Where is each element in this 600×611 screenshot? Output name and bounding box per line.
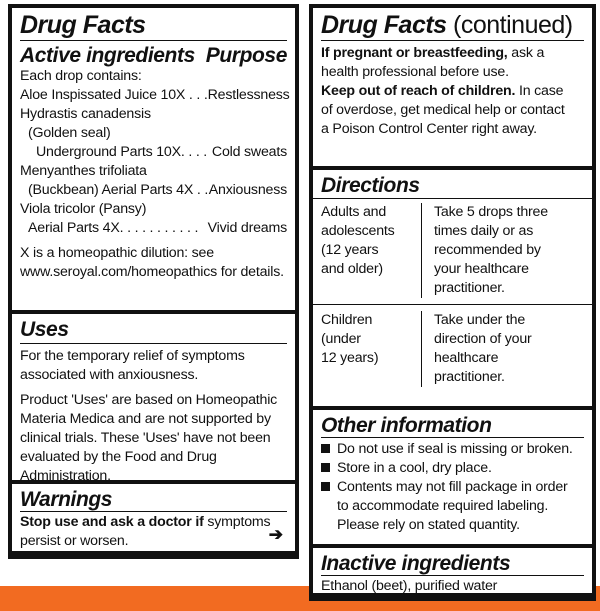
pregnancy-warning: health professional before use. xyxy=(321,64,509,80)
other-information-box xyxy=(313,410,592,544)
homeopathic-note: X is a homeopathic dilution: see xyxy=(20,245,214,261)
list-item: Store in a cool, dry place. xyxy=(321,459,584,478)
directions-heading: Directions xyxy=(321,174,420,197)
list-item: Do not use if seal is missing or broken. xyxy=(321,440,584,459)
uses-box xyxy=(12,314,295,480)
uses-disclaimer: Materia Medica and are not supported by xyxy=(20,411,271,427)
homeopathic-link: www.seroyal.com/homeopathics for details. xyxy=(20,264,284,280)
ingredient-line: Menyanthes trifoliata xyxy=(20,163,147,179)
active-ingredients-box xyxy=(12,8,295,310)
ingredient-row: Aloe Inspissated Juice 10X . . . Restlessness xyxy=(20,87,290,103)
warnings-box xyxy=(12,484,295,551)
children-warning: a Poison Control Center right away. xyxy=(321,121,537,137)
ingredient-line: Viola tricolor (Pansy) xyxy=(20,201,147,217)
uses-disclaimer: Product 'Uses' are based on Homeopathic xyxy=(20,392,278,408)
bullet-icon xyxy=(321,463,330,472)
warnings-text: persist or worsen. xyxy=(20,533,129,549)
warnings-text: Stop use and ask a doctor if symptoms xyxy=(20,514,271,530)
inactive-ingredients-box xyxy=(313,548,592,593)
uses-disclaimer: evaluated by the Food and Drug xyxy=(20,449,217,465)
children-warning: of overdose, get medical help or contact xyxy=(321,102,565,118)
directions-row-adults: Adults and adolescents (12 years and older) Take 5 drops three times daily or as recommended by your healthcare practitioner. xyxy=(321,203,584,298)
warnings-heading: Warnings xyxy=(20,488,113,511)
active-ingredients-heading: Active ingredients xyxy=(20,44,195,67)
bullet-icon xyxy=(321,482,330,491)
each-drop-text: Each drop contains: xyxy=(20,68,142,84)
ingredient-row: Aerial Parts 4X. . . . . . . . . . . Vivid dreams xyxy=(28,220,287,236)
purpose-heading: Purpose xyxy=(205,44,287,67)
ingredient-row: (Buckbean) Aerial Parts 4X . . Anxiousness xyxy=(28,182,287,198)
ingredient-line: Hydrastis canadensis xyxy=(20,106,151,122)
directions-row-children: Children (under 12 years) Take under the direction of your healthcare practitioner. xyxy=(321,311,584,387)
drug-facts-right-panel xyxy=(309,4,596,601)
uses-text: associated with anxiousness. xyxy=(20,367,199,383)
list-item: Contents may not fill package in order to accommodate required labeling. Please rely on stated quantity. xyxy=(321,478,584,535)
drug-facts-title: Drug Facts xyxy=(20,11,146,39)
children-warning: Keep out of reach of children. In case xyxy=(321,83,564,99)
uses-disclaimer: Administration. xyxy=(20,468,111,480)
drug-facts-left-panel xyxy=(8,4,299,559)
uses-text: For the temporary relief of symptoms xyxy=(20,348,245,364)
inactive-ingredients-text: Ethanol (beet), purified water xyxy=(321,578,498,593)
directions-box xyxy=(313,170,592,406)
other-information-heading: Other information xyxy=(321,414,492,437)
uses-heading: Uses xyxy=(20,318,69,341)
drug-facts-continued-title: Drug Facts (continued) xyxy=(321,11,573,39)
pregnancy-box xyxy=(313,8,592,166)
directions-table xyxy=(321,203,584,387)
inactive-ingredients-heading: Inactive ingredients xyxy=(321,552,511,575)
ingredient-row: Underground Parts 10X. . . . Cold sweats xyxy=(36,144,287,160)
ingredient-line: (Golden seal) xyxy=(28,125,111,141)
pregnancy-warning: If pregnant or breastfeeding, ask a xyxy=(321,45,545,61)
bullet-icon xyxy=(321,444,330,453)
arrow-right-icon: ➔ xyxy=(268,525,283,544)
uses-disclaimer: clinical trials. These 'Uses' have not been xyxy=(20,430,271,446)
